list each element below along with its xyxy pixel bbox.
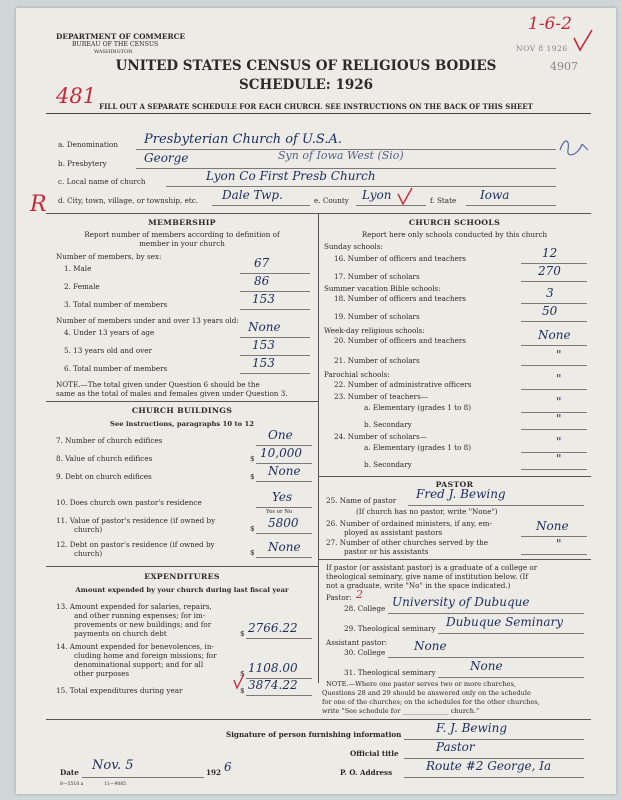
- q14-label: 14. Amount expended for benevolences, in-: [56, 642, 214, 651]
- q26-label: 26. Number of ordained ministers, if any, em-: [326, 519, 492, 528]
- q16-value: 12: [542, 246, 558, 260]
- county-label: e. County: [314, 196, 349, 205]
- q5-label: 5. 13 years old and over: [64, 346, 152, 355]
- q1-label: 1. Male: [64, 264, 92, 273]
- q27-label: 27. Number of other churches served by the: [326, 538, 489, 547]
- sunday-schools-label: Sunday schools:: [324, 242, 383, 251]
- q25-pastor-name: Fred J. Bewing: [416, 487, 506, 501]
- denomination-value: Presbyterian Church of U.S.A.: [144, 132, 342, 147]
- q1-male-value: 67: [254, 256, 270, 270]
- buildings-instructions: See instructions, paragraphs 10 to 12: [110, 420, 254, 428]
- q16-label: 16. Number of officers and teachers: [334, 254, 466, 263]
- parochial-schools-label: Parochial schools:: [324, 370, 390, 379]
- state-value: Iowa: [480, 188, 510, 202]
- q25-hint: (If church has no pastor, write "None"): [356, 507, 498, 516]
- received-stamp: NOV 8 1926: [516, 44, 568, 53]
- q23-label: 23. Number of teachers—: [334, 392, 428, 401]
- po-address-value: Route #2 George, Ia: [426, 759, 552, 773]
- denomination-label: a. Denomination: [58, 140, 118, 149]
- q10-label: 10. Does church own pastor's residence: [56, 498, 202, 507]
- q9-label: 9. Debt on church edifices: [56, 472, 152, 481]
- header-rule: [46, 113, 591, 114]
- q3-label: 3. Total number of members: [64, 300, 168, 309]
- state-label: f. State: [430, 196, 457, 205]
- bureau-label: BUREAU OF THE CENSUS: [72, 41, 159, 48]
- q13-value: 2766.22: [248, 621, 298, 635]
- q25-label: 25. Name of pastor: [326, 496, 397, 505]
- local-name-value: Lyon Co First Presb Church: [206, 169, 376, 183]
- city-label: WASHINGTON: [94, 49, 133, 55]
- red-mark-r: R: [30, 192, 47, 217]
- form-title: UNITED STATES CENSUS OF RELIGIOUS BODIES: [115, 58, 497, 74]
- q6-label: 6. Total number of members: [64, 364, 168, 373]
- signature-value: F. J. Bewing: [436, 721, 508, 735]
- q3-total-value: 153: [252, 292, 275, 306]
- department-label: DEPARTMENT OF COMMERCE: [56, 32, 186, 41]
- q17-value: 270: [538, 264, 561, 278]
- red-code-left: 481: [56, 84, 97, 108]
- pastor-note-4: write "See schedule for ______________ church.": [322, 707, 480, 715]
- schools-intro: Report here only schools conducted by this church: [361, 230, 548, 239]
- members-by-sex-label: Number of members, by sex:: [56, 252, 162, 261]
- q10-residence-value: Yes: [272, 490, 293, 504]
- official-title-label: Official title: [350, 749, 399, 758]
- instruction-banner: FILL OUT A SEPARATE SCHEDULE FOR EACH CHURCH. SEE INSTRUCTIONS ON THE BACK OF THIS SHEET: [99, 102, 533, 111]
- q31-label: 31. Theological seminary: [344, 668, 436, 677]
- city-township-value: Dale Twp.: [222, 188, 283, 202]
- year-value: 6: [224, 760, 232, 774]
- q8-label: 8. Value of church edifices: [56, 454, 153, 463]
- q22-label: 22. Number of administrative officers: [334, 380, 472, 389]
- membership-intro-1: Report number of members according to definition of: [84, 230, 280, 239]
- blue-scribble-icon: [556, 136, 592, 160]
- summer-schools-label: Summer vacation Bible schools:: [324, 284, 441, 293]
- q15-label: 15. Total expenditures during year: [56, 686, 183, 695]
- local-name-label: c. Local name of church: [58, 177, 146, 186]
- po-address-label: P. O. Address: [340, 768, 393, 777]
- q21-value: ": [556, 348, 562, 362]
- q31-value: None: [470, 659, 503, 673]
- q8-value-edifices: 10,000: [260, 446, 302, 460]
- census-schedule-paper: DEPARTMENT OF COMMERCE BUREAU OF THE CENSUS WASHINGTON UNITED STATES CENSUS OF RELIGIOUS BODIES SCHEDULE: 1926 FILL OUT A SEPARATE SCHEDULE FOR EACH CHURCH. SEE INSTRUCTIONS ON THE BACK OF THIS SHEET NOV 8 1926 4907 1-6-2 481 R a. Denomination Presbyterian Church of U.S.A. b. Presbytery George Syn of Iowa West (Sio) c. Local name of church Lyon Co First Presb Church d. City, town, village, or township, etc. Dale Twp. e. County Lyon f. State Iowa MEMBERSHIP Report number of members according to definition of member in your church Number of members, by sex: 1. Male 67 2. Female 86 3. Total number of members 153 Number of members under and over 13 years old: 4. Under 13 years of age None 5. 13 years old and over 153 6. Total number of members 153 NOTE.—The total given under Question 6 should be the same as the total of males and females given under Question 3. CHURCH BUILDINGS See instructions, paragraphs 10 to 12 7. Number of church edifices One 8. Value of church edifices $ 10,000 9. Debt on church edifices $ None 10. Does church own pastor's residence Yes Yes or No 11. Value of pastor's residence (if owned by church) $ 5800 12. Debt on pastor's residence (if owned by church) $ None EXPENDITURES Amount expended by your church during last fiscal year 13. Amount expended for salaries, repairs, and other running expenses; for im- provements or new buildings; and for payments on church debt $ 2766.22 14. Amount expended for benevolences, in- cluding home and foreign missions; for denominational support; and for all other purposes $ 1108.00 15. Total expenditures during year $ 3874.22 CHURCH SCHOOLS Report here only schools conducted by this church Sunday schools: 16. Number of officers and teachers 12 17. Number of scholars 270 Summer vacation Bible schools: 18. Number of officers and teachers 3 19. Number of scholars 50 Week-day religious schools: 20. Number of officers and teachers None 21. Number of scholars " Parochial schools: 22. Number of administrative officers " 23. Number of teachers— a. Elementary (grades 1 to 8) " b. Secondary " 24. Number of scholars— a. Elementary (grades 1 to 8) " b. Secondary " PASTOR 25. Name of pastor Fred J. Bewing (If church has no pastor, write "None") 26. Number of ordained ministers, if any, em- ployed as assistant pastors None 27. Number of other churches served by the pastor or his assistants " If pastor (or assistant pastor) is a graduate of a college or theological seminary, give name of institution below. (If not a graduate, write "No" in the space indicated.) Pastor: 2 28. College University of Dubuque 29. Theological seminary Dubuque Seminary Assistant pastor: 30. College None 31. Theological seminary None NOTE.—Where one pastor serves two or more churches, Questions 28 and 29 should be answered only on the schedule for one of the churches; on the schedules for the other churches, write "See schedule for ______________ church." Signature of person furnishing information F. J. Bewing Official title Pastor Date Nov. 5 192 6 P. O. Address Route #2 George, Ia 8—5518 a 11—9085: [16, 8, 616, 794]
- date-value: Nov. 5: [92, 758, 134, 773]
- red-mark-2: 2: [356, 588, 363, 601]
- q24a-label: a. Elementary (grades 1 to 8): [364, 443, 471, 452]
- q30-value: None: [414, 639, 447, 653]
- q9-debt-value: None: [268, 464, 301, 478]
- q20-label: 20. Number of officers and teachers: [334, 336, 466, 345]
- q2-label: 2. Female: [64, 282, 100, 291]
- q13-label: 13. Amount expended for salaries, repairs,: [56, 602, 212, 611]
- q24-label: 24. Number of scholars—: [334, 432, 427, 441]
- q26-value: None: [536, 519, 569, 533]
- q18-label: 18. Number of officers and teachers: [334, 294, 466, 303]
- membership-title: MEMBERSHIP: [148, 218, 216, 227]
- red-check-mark-icon: [396, 186, 414, 208]
- members-by-age-label: Number of members under and over 13 years old:: [56, 316, 239, 325]
- q2-female-value: 86: [254, 274, 270, 288]
- membership-note-2: same as the total of males and females given under Question 3.: [56, 389, 288, 398]
- expenditures-intro: Amount expended by your church during last fiscal year: [75, 586, 289, 594]
- official-title-value: Pastor: [436, 740, 475, 754]
- red-code-topright: 1-6-2: [528, 14, 572, 34]
- membership-note-1: NOTE.—The total given under Question 6 should be the: [56, 380, 260, 389]
- q22-value: ": [556, 372, 562, 386]
- q19-value: 50: [542, 304, 558, 318]
- pastor-instructions-3: not a graduate, write "No" in the space indicated.): [326, 581, 511, 590]
- weekday-schools-label: Week-day religious schools:: [324, 326, 425, 335]
- red-check-mark-icon: [232, 672, 246, 692]
- date-label: Date: [60, 768, 79, 777]
- q7-label: 7. Number of church edifices: [56, 436, 163, 445]
- stamp-number: 4907: [550, 60, 578, 73]
- q4-under13-value: None: [248, 320, 281, 334]
- pastor-subheading: Pastor:: [326, 593, 352, 602]
- red-check-mark-icon: [572, 28, 594, 54]
- church-schools-title: CHURCH SCHOOLS: [408, 218, 501, 227]
- q24b-label: b. Secondary: [364, 460, 412, 469]
- presbytery-note: Syn of Iowa West (Sio): [278, 149, 404, 162]
- q18-value: 3: [546, 286, 554, 300]
- assistant-pastor-subheading: Assistant pastor:: [326, 638, 388, 647]
- q7-edifices-value: One: [268, 428, 293, 442]
- city-township-label: d. City, town, village, or township, etc.: [58, 196, 199, 205]
- q11-label: 11. Value of pastor's residence (if owned by: [56, 516, 216, 525]
- pastor-note-3: for one of the churches; on the schedules for the other churches,: [322, 698, 540, 706]
- q28-label: 28. College: [344, 604, 386, 613]
- q23b-label: b. Secondary: [364, 420, 412, 429]
- q20-value: None: [538, 328, 571, 342]
- q29-label: 29. Theological seminary: [344, 624, 436, 633]
- q21-label: 21. Number of scholars: [334, 356, 420, 365]
- form-number: 8—5518 a: [60, 782, 84, 787]
- q24b-value: ": [556, 452, 562, 466]
- print-number: 11—9085: [104, 782, 127, 787]
- q12-label: 12. Debt on pastor's residence (if owned by: [56, 540, 215, 549]
- q14-value: 1108.00: [248, 661, 298, 675]
- q28-college-value: University of Dubuque: [392, 595, 530, 609]
- q12-debt-value: None: [268, 540, 301, 554]
- q19-label: 19. Number of scholars: [334, 312, 420, 321]
- pastor-note-1: NOTE.—Where one pastor serves two or more churches,: [326, 680, 516, 688]
- q17-label: 17. Number of scholars: [334, 272, 420, 281]
- schedule-title: SCHEDULE: 1926: [238, 77, 374, 93]
- presbytery-label: b. Presbytery: [58, 159, 107, 168]
- q23b-value: ": [556, 412, 562, 426]
- q27-value: ": [556, 537, 562, 551]
- pastor-instructions-1: If pastor (or assistant pastor) is a graduate of a college or: [326, 563, 538, 572]
- column-divider: [318, 213, 319, 683]
- membership-intro-2: member in your church: [139, 239, 225, 248]
- pastor-instructions-2: theological seminary, give name of institution below. (If: [326, 572, 529, 581]
- q30-label: 30. College: [344, 648, 386, 657]
- q6-total-value: 153: [252, 356, 275, 370]
- q23a-value: ": [556, 395, 562, 409]
- pastor-note-2: Questions 28 and 29 should be answered only on the schedule: [322, 689, 531, 697]
- signature-label: Signature of person furnishing information: [226, 730, 402, 739]
- presbytery-value: George: [144, 151, 189, 165]
- q23a-label: a. Elementary (grades 1 to 8): [364, 403, 471, 412]
- q5-over13-value: 153: [252, 338, 275, 352]
- pastor-title: PASTOR: [435, 480, 474, 489]
- q11-residence-value: 5800: [268, 516, 299, 530]
- q29-seminary-value: Dubuque Seminary: [446, 615, 564, 629]
- q15-total-value: 3874.22: [248, 678, 298, 692]
- county-value: Lyon: [362, 188, 392, 202]
- q24a-value: ": [556, 435, 562, 449]
- q4-label: 4. Under 13 years of age: [64, 328, 155, 337]
- church-buildings-title: CHURCH BUILDINGS: [131, 406, 233, 415]
- expenditures-title: EXPENDITURES: [144, 572, 220, 581]
